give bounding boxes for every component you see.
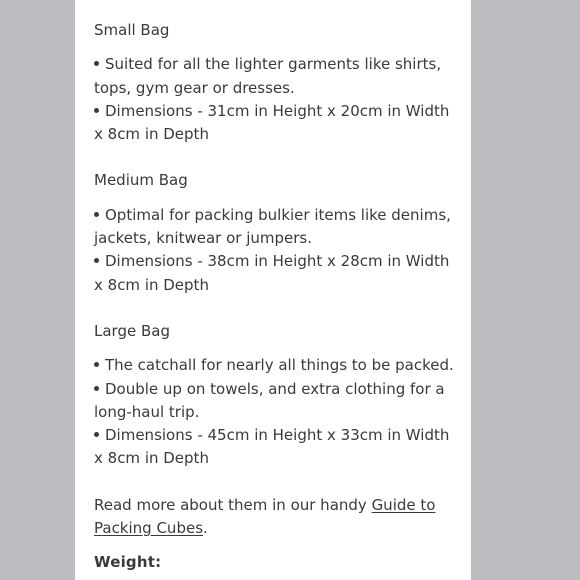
list-item xyxy=(94,354,459,377)
bullet-text: Dimensions - 31cm in Height x 20cm in Width x 8cm in Depth xyxy=(94,101,450,144)
section-title-small-bag: Small Bag xyxy=(94,21,170,39)
bullet-dot-icon xyxy=(94,362,99,367)
description-content xyxy=(94,19,459,575)
bullet-dot-icon xyxy=(94,108,99,113)
section-small-bag xyxy=(94,19,459,146)
read-more-paragraph xyxy=(94,494,459,541)
bullet-list-large-bag xyxy=(94,354,459,470)
bullet-dot-icon xyxy=(94,212,99,217)
section-large-bag xyxy=(94,320,459,471)
list-item xyxy=(94,250,459,297)
bullet-dot-icon xyxy=(94,61,99,66)
bullet-list-medium-bag xyxy=(94,204,459,297)
read-more-suffix: . xyxy=(203,519,208,538)
bullet-text: Dimensions - 45cm in Height x 33cm in Width x 8cm in Depth xyxy=(94,426,450,468)
bullet-dot-icon xyxy=(94,258,99,263)
guide-to-packing-cubes-link[interactable]: Guide to Packing Cubes xyxy=(94,495,436,538)
bullet-text: The catchall for nearly all things to be packed. xyxy=(105,356,454,375)
section-medium-bag xyxy=(94,169,459,296)
read-more-text: Read more about them in our handy xyxy=(94,495,372,514)
bullet-text: Optimal for packing bulkier items like denims, jackets, knitwear or jumpers. xyxy=(94,205,451,248)
bullet-list-small-bag xyxy=(94,53,459,146)
list-item xyxy=(94,378,459,425)
bullet-text: Double up on towels, and extra clothing for a long-haul trip. xyxy=(94,379,445,421)
list-item xyxy=(94,424,459,471)
section-title-medium-bag: Medium Bag xyxy=(94,171,188,190)
list-item xyxy=(94,204,459,251)
list-item xyxy=(94,100,459,147)
list-item xyxy=(94,53,459,100)
section-title-large-bag: Large Bag xyxy=(94,321,170,340)
bullet-text: Suited for all the lighter garments like shirts, tops, gym gear or dresses. xyxy=(94,55,442,97)
product-description-panel xyxy=(75,0,471,580)
weight-heading: Weight: xyxy=(94,553,162,572)
bullet-text: Dimensions - 38cm in Height x 28cm in Width x 8cm in Depth xyxy=(94,252,450,294)
bullet-dot-icon xyxy=(94,386,99,391)
bullet-dot-icon xyxy=(94,432,99,437)
